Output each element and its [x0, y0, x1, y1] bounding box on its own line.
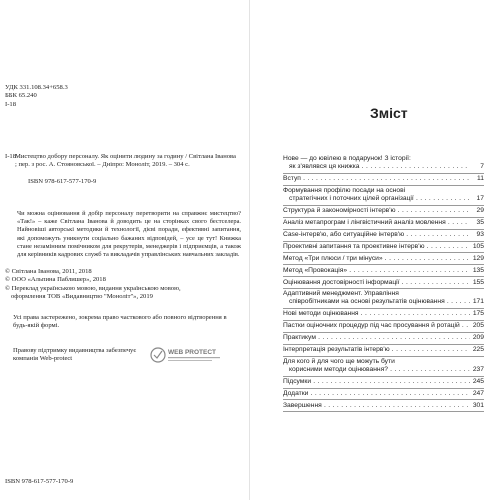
annotation: Чи можна оцінювання й добір персоналу перетворити на справжнє мистецтво? «Так!» – каже Світлана Іванова й доводить це на сторінках свого бестселера. Найновіші авторські методики й технології, дієві поради, ефективні запитання, які допоможуть уникнути соціально бажаних відповідей, – усе це тут! Книжка стане незамінним помічником для рекрутерів, менеджерів і підприємців, а також для керівників кадрових служб та викладачів управлінських навчальних закладів. — [17, 210, 241, 259]
toc-entry-line — [283, 195, 470, 203]
toc-entry[interactable] — [283, 186, 484, 206]
toc-entry-line — [283, 310, 470, 318]
toc-page-number: 247 — [472, 389, 484, 397]
leader-dots — [390, 346, 470, 353]
footer-isbn: ISBN 978-617-577-170-9 — [5, 478, 74, 485]
toc-entry-title — [283, 155, 484, 171]
toc-entry-title — [283, 267, 484, 275]
toc-entry-text: Пастки оціночних процедур під час просування й ротацій — [283, 322, 460, 330]
leader-dots — [308, 390, 470, 397]
toc-page-number: 35 — [476, 219, 484, 227]
toc-entry-title — [283, 175, 484, 183]
toc-entry[interactable] — [283, 357, 484, 377]
toc-entry[interactable] — [283, 206, 484, 218]
toc-entry-line: Адаптивний менеджмент. Управління — [283, 290, 399, 298]
toc-page-number: 237 — [472, 366, 484, 374]
leader-dots — [404, 231, 470, 238]
toc-entry-line — [283, 279, 470, 287]
web-protect-logo — [150, 344, 224, 366]
toc-entry-line: Нове — до ювілею в подарунок! З історії: — [283, 155, 411, 163]
toc-entry-line — [283, 163, 470, 171]
toc-page-number: 171 — [472, 298, 484, 306]
toc-entry-text: співробітниками на основі результатів оцінювання — [289, 298, 445, 306]
rights-notice: Усі права застережено, зокрема право часткового або повного відтворення в будь-якій формі. — [13, 314, 227, 330]
toc-entry-line — [283, 402, 470, 410]
toc-page-number: 245 — [472, 377, 484, 385]
copyright-line: © Переклад українською мовою, видання українською мовою, — [5, 284, 181, 292]
toc-page-number: 209 — [472, 334, 484, 342]
toc-page-number: 7 — [480, 163, 484, 171]
toc-entry[interactable] — [283, 309, 484, 321]
toc-entry-title — [283, 378, 484, 386]
toc-title: Зміст — [370, 105, 408, 121]
toc-entry-line: Формування профілю посади на основі — [283, 187, 406, 195]
toc-entry-text: Підсумки — [283, 377, 312, 385]
leader-dots — [360, 163, 470, 170]
toc-entry-title — [283, 219, 484, 227]
toc-entry-text: Практикум — [283, 334, 316, 342]
toc-entry[interactable] — [283, 174, 484, 186]
toc-entry-line — [283, 207, 470, 215]
leader-dots — [388, 366, 470, 373]
toc-entry-line — [283, 378, 470, 386]
toc-entry-text: Структура й закономірності інтерв'ю — [283, 207, 396, 215]
toc-entry[interactable] — [283, 321, 484, 333]
toc-entry-title — [283, 322, 484, 330]
svg-text:WEB PROTECT: WEB PROTECT — [168, 349, 217, 356]
toc-page-number: 29 — [476, 207, 484, 215]
toc-entry-text: стратегічних і поточних цілей організації — [289, 195, 414, 203]
catalog-description: Мистецтво добору персоналу. Як оцінити людину за годину / Світлана Іванова ; пер. з рос. А. Стояновської. – Дніпро: Моноліт, 2019. – 304 с. — [15, 153, 236, 169]
toc-page-number: 17 — [476, 195, 484, 203]
toc-entry-title — [283, 334, 484, 342]
toc-entry-line — [283, 219, 470, 227]
toc-entry-title — [283, 255, 484, 263]
toc-entry[interactable] — [283, 253, 484, 265]
toc-entry-title — [283, 207, 484, 215]
toc-page-number: 105 — [472, 242, 484, 250]
toc-entry-line — [283, 243, 470, 251]
toc-page-number: 205 — [472, 322, 484, 330]
toc-entry-line — [283, 322, 470, 330]
toc-entry[interactable] — [283, 377, 484, 389]
toc-entry-line — [283, 390, 470, 398]
leader-dots — [383, 255, 470, 262]
leader-dots — [322, 402, 470, 409]
toc-entry-text: Case-інтерв'ю, або ситуаційне інтерв'ю — [283, 230, 405, 238]
toc-entry[interactable] — [283, 333, 484, 345]
leader-dots — [311, 378, 470, 385]
bbk-code: ББК 65.240 — [5, 92, 37, 100]
toc-entry-title — [283, 279, 484, 287]
leader-dots — [400, 279, 471, 286]
toc-entry[interactable] — [283, 289, 484, 309]
leader-dots — [396, 207, 470, 214]
toc-entry-line — [283, 346, 470, 354]
toc-entry-title — [283, 290, 484, 306]
leader-dots — [445, 298, 470, 305]
toc-entry[interactable] — [283, 400, 484, 412]
catalog-isbn: ISBN 978-617-577-170-9 — [28, 177, 97, 185]
author-mark: І-18 — [5, 100, 16, 108]
toc-page-number: 175 — [472, 310, 484, 318]
toc-page-number: 155 — [472, 278, 484, 286]
toc-entry-text: Метод «Провокація» — [283, 266, 348, 274]
catalog-record — [5, 153, 236, 186]
toc-entry-title — [283, 231, 484, 239]
toc-entry[interactable] — [283, 154, 484, 174]
toc-entry-text: Завершення — [283, 401, 322, 409]
toc-entry-text: Вступ — [283, 175, 301, 183]
copyright-line: © Світлана Іванова, 2011, 2018 — [5, 268, 92, 275]
toc-entry-text: Метод «Три плюси / три мінуси» — [283, 254, 383, 262]
toc-entry-line — [283, 267, 470, 275]
toc-entry-text: Додатки — [283, 389, 309, 397]
leader-dots — [316, 334, 470, 341]
legal-support-notice: Правову підтримку видавництва забезпечує компанія Web-protect — [13, 347, 137, 363]
toc-page-number: 301 — [472, 401, 484, 409]
toc-entry-title — [283, 390, 484, 398]
toc-entry-text: корисними методи оцінювання? — [289, 366, 388, 374]
toc-entry[interactable] — [283, 265, 484, 277]
toc-entry-title — [283, 243, 484, 251]
leader-dots — [301, 175, 470, 182]
toc-entry-text: Інтерпретація результатів інтерв'ю — [283, 346, 390, 354]
toc-entry[interactable] — [283, 345, 484, 357]
copyright-block — [5, 268, 181, 302]
copyright-line: оформлення ТОВ «Видавництво "Моноліт"», 2019 — [11, 293, 153, 301]
toc-entry-title — [283, 358, 484, 374]
leader-dots — [414, 195, 470, 202]
toc-page-number: 93 — [476, 230, 484, 238]
toc-entry-line — [283, 298, 470, 306]
leader-dots — [425, 243, 471, 250]
leader-dots — [347, 267, 470, 274]
toc-entry-text: Проективні запитання та проективне інтерв'ю — [283, 242, 425, 250]
leader-dots — [359, 310, 470, 317]
toc-entry[interactable] — [283, 230, 484, 242]
toc-entry-text: Нові методи оцінювання — [283, 310, 359, 318]
leader-dots — [446, 219, 470, 226]
toc-page-number: 11 — [477, 175, 484, 183]
toc-entry-text: Оцінювання достовірності інформації — [283, 278, 400, 286]
copyright-line: © ООО «Альпина Паблишер», 2018 — [5, 276, 106, 284]
toc-entry-title — [283, 310, 484, 318]
toc-entry-line — [283, 175, 470, 183]
toc-entry-title — [283, 187, 484, 203]
table-of-contents — [283, 154, 484, 412]
classification-block — [5, 84, 68, 109]
toc-entry[interactable] — [283, 389, 484, 401]
toc-entry-line — [283, 334, 470, 342]
toc-entry-text: як з'являвся ця книжка — [289, 163, 360, 171]
toc-entry[interactable] — [283, 218, 484, 230]
catalog-code: І-18 — [5, 153, 16, 160]
toc-entry-text: Аналіз метапрограм і лінгвістичний аналіз мовлення — [283, 219, 446, 227]
toc-page-number: 135 — [472, 266, 484, 274]
toc-entry-line — [283, 231, 470, 239]
right-page — [250, 0, 500, 500]
toc-entry-line: Для кого й для чого ще можуть бути — [283, 357, 395, 365]
toc-page-number: 129 — [472, 254, 484, 262]
toc-entry-title — [283, 346, 484, 354]
leader-dots — [460, 322, 470, 329]
toc-entry-title — [283, 402, 484, 410]
udc-code: УДК 331.108.34+658.3 — [5, 84, 68, 91]
toc-entry[interactable] — [283, 242, 484, 254]
toc-entry[interactable] — [283, 277, 484, 289]
toc-entry-line — [283, 255, 470, 263]
toc-page-number: 225 — [472, 346, 484, 354]
toc-entry-line — [283, 366, 470, 374]
